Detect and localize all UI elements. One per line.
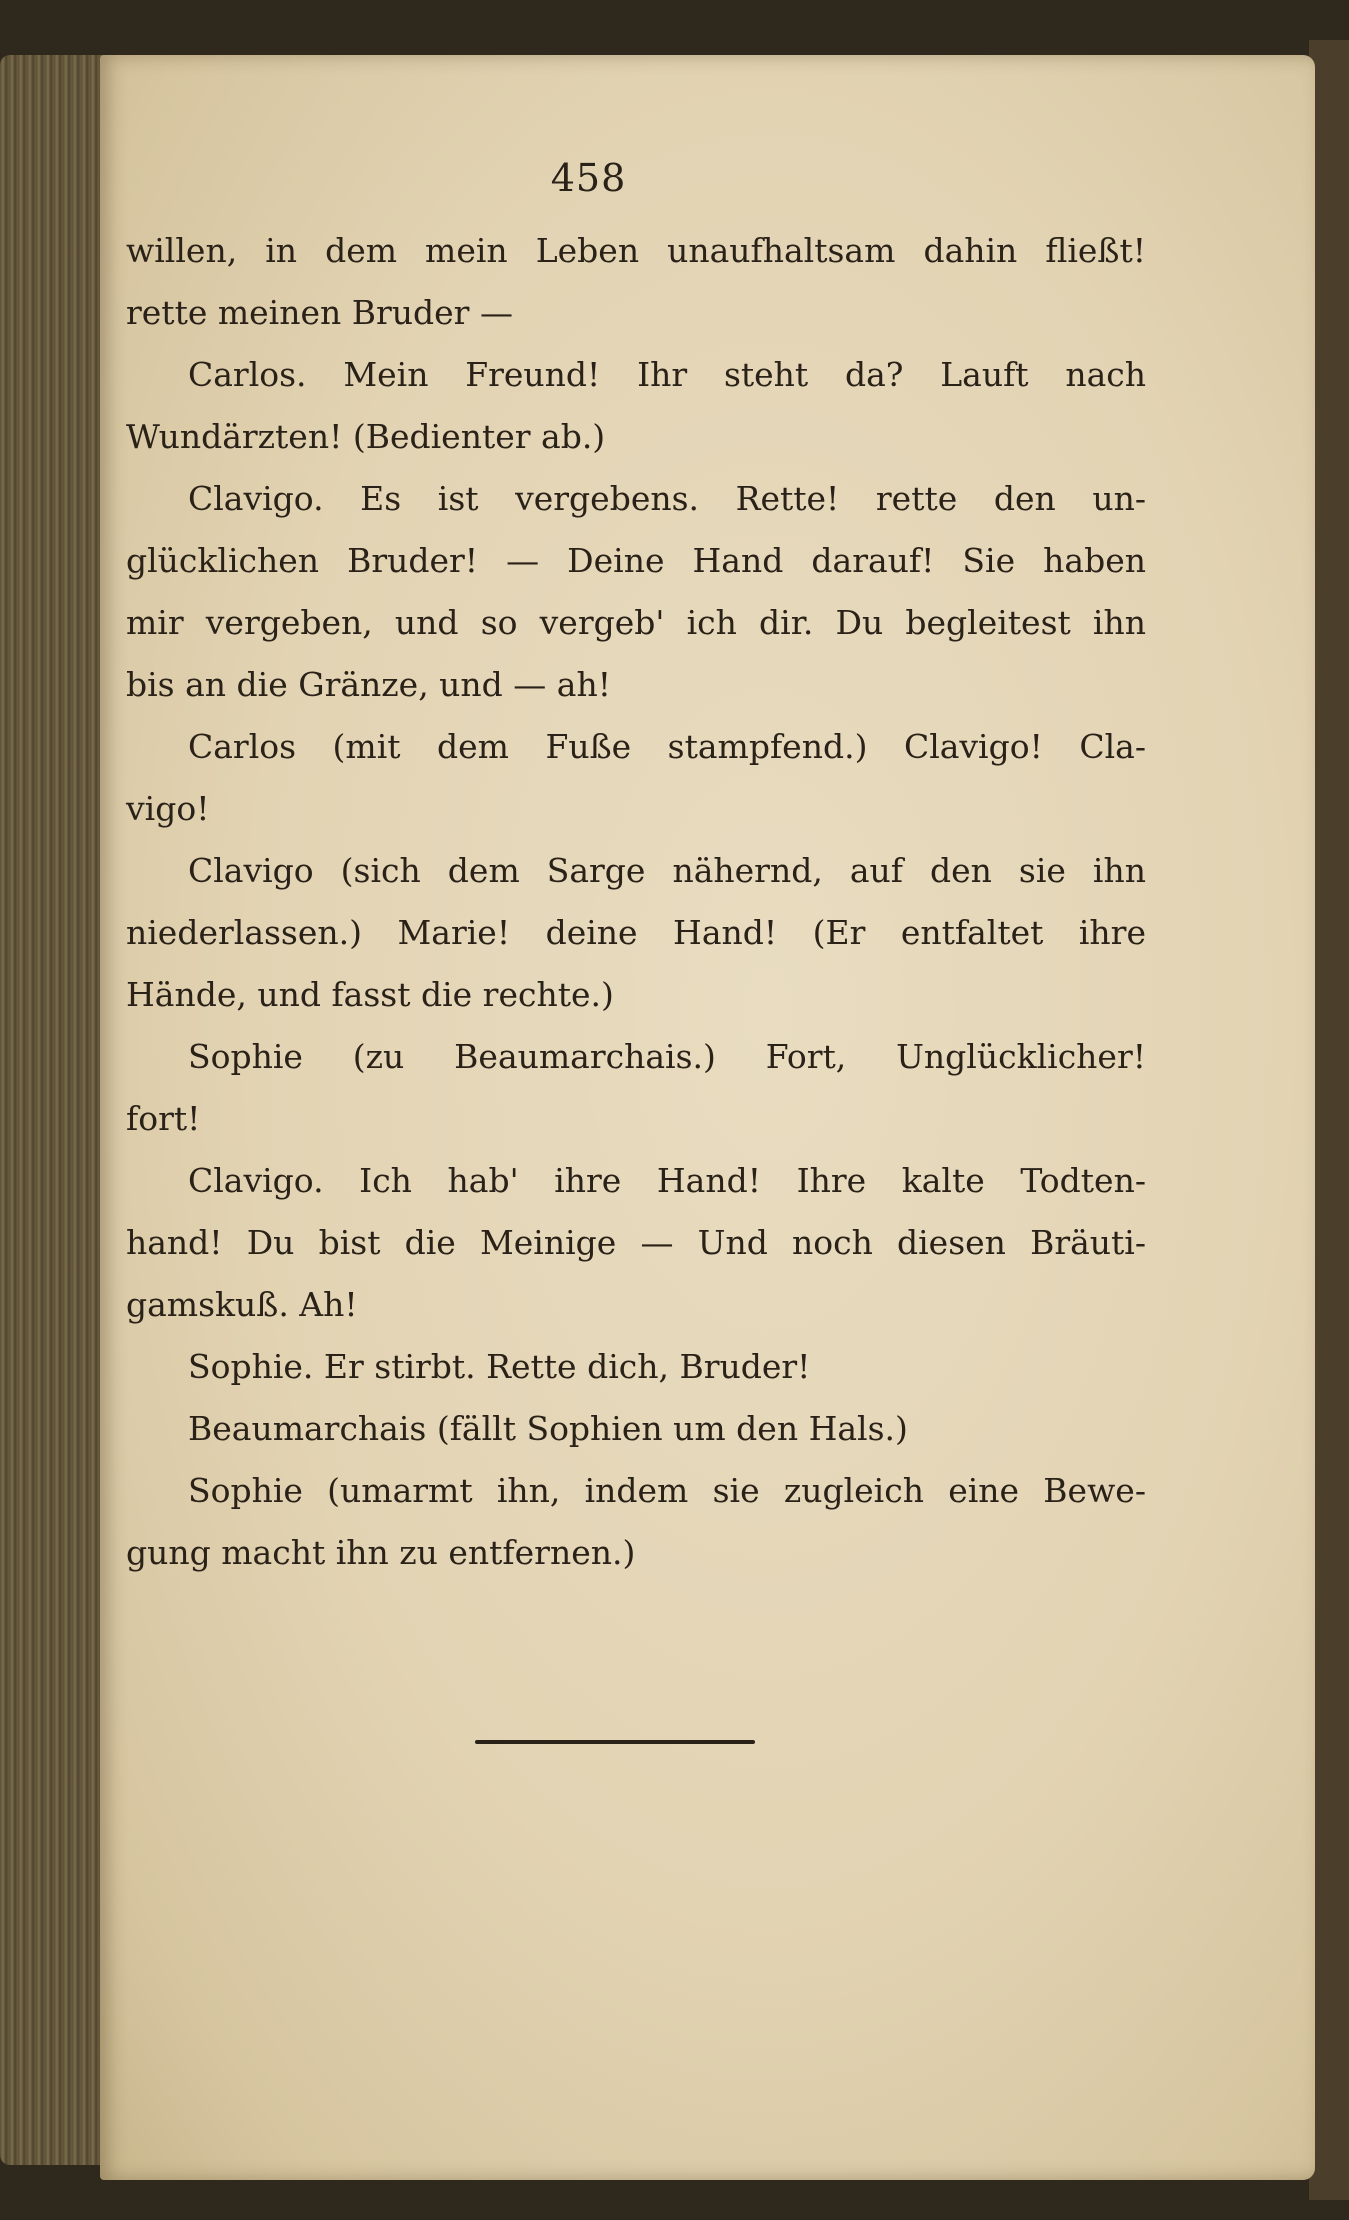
text-line: rette meinen Bruder — [126,293,513,332]
text-line: bis an die Gränze, und — ah! [126,665,611,704]
text-lines [126,220,1146,1584]
text-line: mir vergeben, und so vergeb' ich dir. Du begleitest ihn [126,603,1146,642]
text-line: Carlos. Mein Freund! Ihr steht da? Lauft nach [188,355,1146,394]
text-line: Wundärzten! (Bedienter ab.) [126,417,606,456]
text-line: Hände, und fasst die rechte.) [126,975,614,1014]
text-line: gung macht ihn zu entfernen.) [126,1533,636,1572]
text-line: willen, in dem mein Leben unaufhaltsam dahin fließt! [126,231,1146,270]
text-line: Clavigo (sich dem Sarge nähernd, auf den sie ihn [188,851,1146,890]
text-line: fort! [126,1099,201,1138]
text-line: Carlos (mit dem Fuße stampfend.) Clavigo! Cla- [188,727,1146,766]
text-line: niederlassen.) Marie! deine Hand! (Er entfaltet ihre [126,913,1146,952]
page-number: 458 [550,156,627,200]
closing-rule [475,1740,755,1744]
book-cover-edge [1309,40,1349,2200]
page-text-block [126,150,1146,1584]
text-line: Clavigo. Ich hab' ihre Hand! Ihre kalte Todten- [188,1161,1146,1200]
text-line: Sophie. Er stirbt. Rette dich, Bruder! [188,1347,811,1386]
text-line: Sophie (umarmt ihn, indem sie zugleich eine Bewe- [188,1471,1146,1510]
text-line: Beaumarchais (fällt Sophien um den Hals.) [188,1409,908,1448]
text-line: hand! Du bist die Meinige — Und noch diesen Bräuti- [126,1223,1146,1262]
text-line: glücklichen Bruder! — Deine Hand darauf! Sie haben [126,541,1146,580]
text-line: gamskuß. Ah! [126,1285,358,1324]
book-fore-edge [0,55,115,2165]
text-line: vigo! [126,789,210,828]
text-line: Clavigo. Es ist vergebens. Rette! rette den un- [188,479,1146,518]
text-line: Sophie (zu Beaumarchais.) Fort, Unglücklicher! [188,1037,1146,1076]
